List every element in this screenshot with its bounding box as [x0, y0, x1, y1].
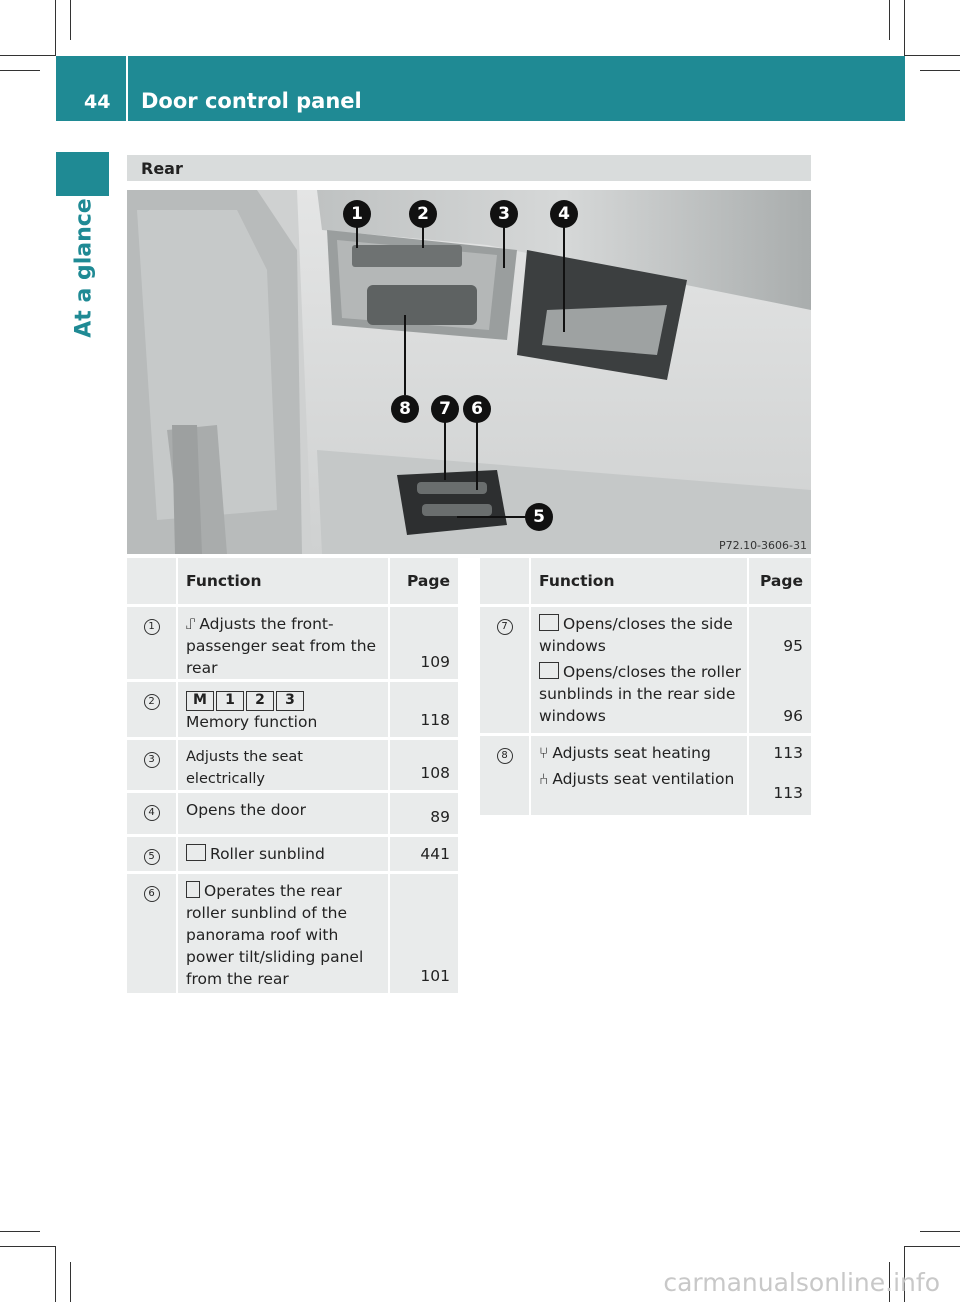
table-row	[480, 733, 811, 815]
section-heading	[127, 155, 811, 181]
page-number: 44	[84, 91, 111, 113]
row-number: 6	[127, 871, 178, 993]
row-function	[531, 604, 749, 733]
callout-5: 5	[525, 503, 553, 531]
table-row	[127, 871, 458, 993]
crop-mark	[55, 1246, 56, 1302]
seat-adjust-icon: ⑀	[186, 615, 196, 633]
table-row	[127, 737, 458, 790]
row-function-text: Memory function	[186, 713, 318, 731]
row-page	[749, 604, 811, 733]
row-number: 2	[127, 679, 178, 737]
page-title: Door control panel	[141, 89, 362, 113]
row-number: 5	[127, 834, 178, 871]
door-panel-photo	[127, 190, 811, 554]
row-number: 1	[127, 604, 178, 679]
crop-mark	[904, 0, 905, 56]
crop-mark	[0, 1231, 40, 1232]
table-row	[480, 604, 811, 733]
row-function: Roller sunblind	[178, 834, 390, 871]
crop-mark	[70, 1262, 71, 1302]
crop-mark	[0, 1246, 56, 1247]
row-page: 118	[390, 679, 458, 737]
row-page: 108	[390, 737, 458, 790]
crop-mark	[889, 0, 890, 40]
row-page-value: 113	[773, 744, 803, 762]
memory-key-m: M	[186, 691, 214, 711]
header-page: Page	[749, 558, 811, 604]
figure-reference-code: P72.10-3606-31	[718, 539, 807, 552]
row-function: Opens the door	[178, 790, 390, 834]
crop-mark	[0, 70, 40, 71]
memory-key-2: 2	[246, 691, 274, 711]
callout-7: 7	[431, 395, 459, 423]
callout-3: 3	[490, 200, 518, 228]
row-function: Operates the rear roller sunblind of the panorama roof with power tilt/sliding panel from the rear	[178, 871, 390, 993]
roof-sunblind-icon	[186, 881, 200, 898]
row-number: 3	[127, 737, 178, 790]
callout-2: 2	[409, 200, 437, 228]
roller-sunblind-icon	[186, 844, 206, 861]
header-function: Function	[531, 558, 749, 604]
side-window-icon	[539, 614, 559, 631]
row-page-value: 96	[783, 707, 803, 725]
section-heading-text: Rear	[141, 159, 183, 178]
table-row	[127, 604, 458, 679]
crop-mark	[70, 0, 71, 40]
row-number: 4	[127, 790, 178, 834]
table-row	[127, 790, 458, 834]
crop-mark	[904, 1246, 960, 1247]
callout-6: 6	[463, 395, 491, 423]
row-page: 101	[390, 871, 458, 993]
memory-key-3: 3	[276, 691, 304, 711]
row-page: 109	[390, 604, 458, 679]
crop-mark	[920, 70, 960, 71]
header-number-cell	[127, 558, 178, 604]
seat-heating-icon: ⑂	[539, 744, 549, 762]
seat-ventilation-icon: ⑃	[539, 770, 549, 788]
crop-mark	[55, 0, 56, 56]
side-tab-label: At a glance	[71, 198, 97, 338]
table-row	[127, 834, 458, 871]
table-header-row	[480, 558, 811, 604]
function-table-right	[480, 558, 811, 815]
callout-4: 4	[550, 200, 578, 228]
header-divider	[126, 56, 128, 121]
crop-mark	[904, 55, 960, 56]
header-number-cell	[480, 558, 531, 604]
row-page-value: 95	[783, 637, 803, 655]
row-page-value: 113	[773, 784, 803, 802]
row-function-item: ⑃ Adjusts seat ventilation	[539, 770, 735, 788]
function-table-left	[127, 558, 458, 993]
row-function	[178, 679, 390, 737]
row-function: ⑀ Adjusts the front-passenger seat from the rear	[178, 604, 390, 679]
memory-keys	[186, 688, 384, 711]
row-page: 89	[390, 790, 458, 834]
side-tab-marker	[56, 152, 109, 196]
footer-watermark: carmanualsonline.info	[663, 1268, 940, 1297]
row-function: Adjusts the seat electrically	[178, 737, 390, 790]
header-page: Page	[390, 558, 458, 604]
row-page: 441	[390, 834, 458, 871]
callout-8: 8	[391, 395, 419, 423]
memory-key-1: 1	[216, 691, 244, 711]
crop-mark	[0, 55, 56, 56]
header-function: Function	[178, 558, 390, 604]
row-function-item: Opens/closes the roller sunblinds in the rear side windows	[539, 663, 742, 725]
crop-mark	[920, 1231, 960, 1232]
table-header-row	[127, 558, 458, 604]
side-sunblind-icon	[539, 662, 559, 679]
row-page	[749, 733, 811, 815]
row-function-item: ⑂ Adjusts seat heating	[539, 744, 711, 762]
row-number: 7	[480, 604, 531, 733]
row-function-item: Opens/closes the side windows	[539, 615, 733, 655]
row-function	[531, 733, 749, 815]
table-row	[127, 679, 458, 737]
callout-1: 1	[343, 200, 371, 228]
row-number: 8	[480, 733, 531, 815]
